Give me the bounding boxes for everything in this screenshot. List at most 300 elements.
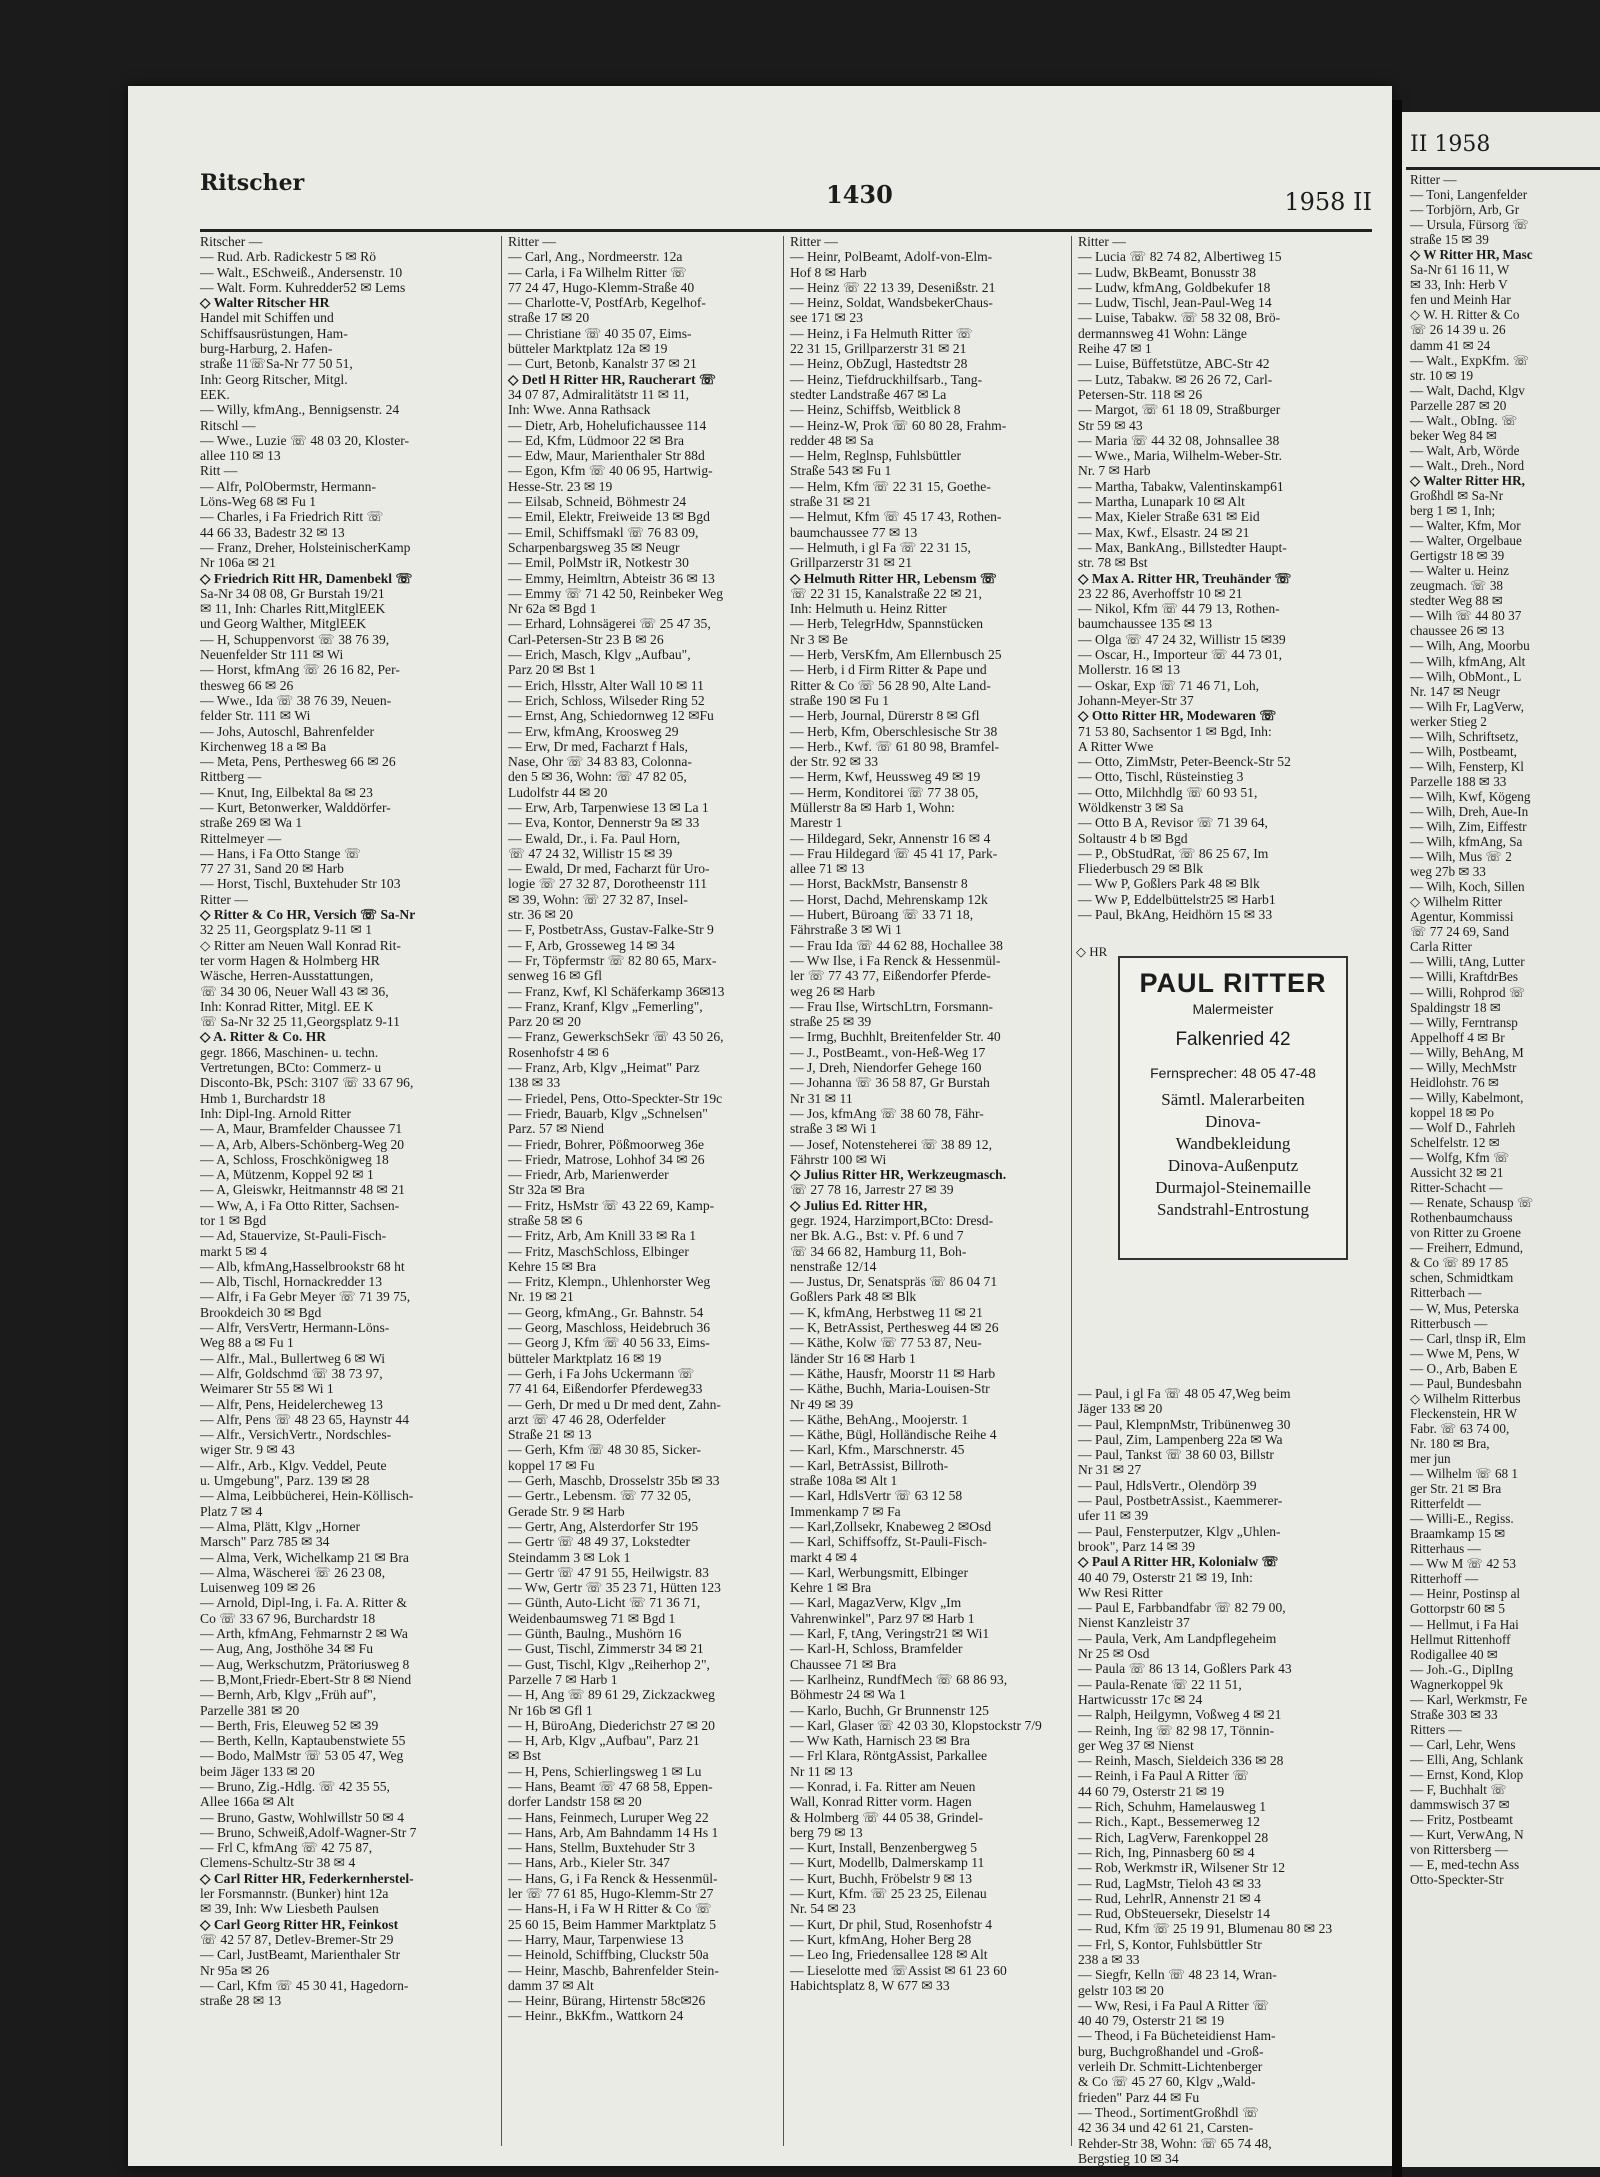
directory-entry-line: Ritter & Co ☏ 56 28 90, Alte Land-	[790, 677, 991, 693]
directory-entry-line: — Reinh, Ing ☏ 82 98 17, Tönnin-	[1078, 1722, 1275, 1738]
directory-entry-line: — Hans, Arb, Am Bahndamm 14 Hs 1	[508, 1824, 719, 1840]
directory-entry-line: str. 10 ✉ 19	[1410, 367, 1474, 383]
directory-entry-line: — Lutz, Tabakw. ✉ 26 26 72, Carl-	[1078, 371, 1273, 387]
directory-entry-line: 77 27 31, Sand 20 ✉ Harb	[200, 861, 344, 877]
directory-entry-line: Parzelle 7 ✉ Harb 1	[508, 1671, 618, 1687]
directory-entry-line: Ritterbusch —	[1410, 1315, 1488, 1331]
directory-entry-line: & Co ☏ 89 17 85	[1410, 1255, 1509, 1271]
directory-entry-line: weg 27b ✉ 33	[1410, 864, 1486, 880]
directory-entry-line: — Hans, Feinmech, Luruper Weg 22	[508, 1809, 709, 1825]
advertisement-box	[1118, 956, 1348, 1260]
directory-entry-line: — Erhard, Lohnsägerei ☏ 25 47 35,	[508, 616, 711, 632]
directory-entry-line: — Karl,Zollsekr, Knabeweg 2 ✉Osd	[790, 1518, 992, 1534]
directory-entry-line: — Alma, Leibbücherei, Hein-Köllisch-	[200, 1488, 414, 1504]
directory-entry-line: Chaussee 71 ✉ Bra	[790, 1656, 897, 1672]
directory-entry-line: koppel 18 ✉ Po	[1410, 1104, 1494, 1120]
directory-entry-line: — Olga ☏ 47 24 32, Willistr 15 ✉39	[1078, 631, 1286, 647]
directory-entry-line: — Käthe, BehAng., Moojerstr. 1	[790, 1411, 969, 1427]
directory-entry-line: Petersen-Str. 118 ✉ 26	[1078, 386, 1203, 402]
directory-entry-line: felder Str. 111 ✉ Wi	[200, 708, 311, 724]
directory-entry-line: — Alfr, PolObermstr, Hermann-	[200, 478, 376, 494]
directory-entry-line: — Alb, kfmAng,Hasselbrookstr 68 ht	[200, 1258, 405, 1274]
directory-entry-line: Habichtsplatz 8, W 677 ✉ 33	[790, 1977, 950, 1993]
directory-entry-line: — Walter, Orgelbaue	[1410, 533, 1522, 549]
directory-entry-line: — Ww M ☏ 42 53	[1410, 1556, 1516, 1572]
directory-entry-line: markt 5 ✉ 4	[200, 1243, 267, 1259]
directory-entry-line: Hmb 1, Burchardstr 18	[200, 1090, 326, 1106]
directory-entry-line: — Theod., SortimentGroßhdl ☏	[1078, 2104, 1259, 2120]
directory-entry-line: 22 31 15, Grillparzerstr 31 ✉ 21	[790, 341, 967, 357]
directory-entry-line: Ritterhoff —	[1410, 1571, 1479, 1587]
directory-entry-line: Rehder-Str 38, Wohn: ☏ 65 74 48,	[1078, 2135, 1272, 2151]
directory-entry-line: Co ☏ 33 67 96, Burchardstr 18	[200, 1610, 376, 1626]
directory-entry-line: Ritterbach —	[1410, 1285, 1482, 1301]
directory-entry-line: Ritschl —	[200, 417, 256, 433]
directory-entry-line: ◇ Max A. Ritter HR, Treuhänder ☏	[1078, 570, 1292, 586]
directory-entry-line: Hof 8 ✉ Harb	[790, 264, 867, 280]
directory-entry-line: — Alfr, Pens ☏ 48 23 65, Haynstr 44	[200, 1411, 410, 1427]
directory-entry-line: — Wilh, Fensterp, Kl	[1410, 758, 1524, 774]
directory-entry-line: Müllerstr 8a ✉ Harb 1, Wohn:	[790, 799, 955, 815]
directory-entry-line: — Alfr., Arb., Klgv. Veddel, Peute	[200, 1457, 387, 1473]
directory-entry-line: — Alma, Plätt, Klgv „Horner	[200, 1518, 361, 1534]
directory-entry-line: — Erw, kfmAng, Kroosweg 29	[508, 723, 679, 739]
directory-entry-line: ler ☏ 77 43 77, Eißendorfer Pferde-	[790, 968, 991, 984]
directory-entry-line: — H, Pens, Schierlingsweg 1 ✉ Lu	[508, 1763, 702, 1779]
directory-entry-line: — Hans, Arb., Kieler Str. 347	[508, 1855, 670, 1871]
directory-entry-line: stedter Weg 88 ✉	[1410, 593, 1503, 609]
ad-name: PAUL RITTER	[1139, 968, 1327, 998]
ad-trade: Malermeister	[1192, 1001, 1274, 1017]
directory-entry-line: — Wwe., Maria, Wilhelm-Weber-Str.	[1078, 448, 1283, 464]
directory-entry-line: — Martha, Lunapark 10 ✉ Alt	[1078, 494, 1245, 510]
directory-entry-line: 23 22 86, Averhoffstr 10 ✉ 21	[1078, 585, 1243, 601]
directory-entry-line: & Holmberg ☏ 44 05 38, Grindel-	[790, 1809, 984, 1825]
directory-entry-line: — Willi, KraftdrBes	[1410, 969, 1519, 985]
directory-entry-line: Böhmestr 24 ✉ Wa 1	[790, 1687, 906, 1703]
directory-entry-line: Wall, Konrad Ritter vorm. Hagen	[790, 1794, 972, 1810]
directory-entry-line: — Günth, Baulng., Mushörn 16	[508, 1626, 682, 1642]
directory-entry-line: — Georg, kfmAng., Gr. Bahnstr. 54	[508, 1304, 704, 1320]
directory-entry-line: — Paul, Tankst ☏ 38 60 03, Billstr	[1078, 1447, 1274, 1463]
directory-entry-line: — Paula, Verk, Am Landpflegeheim	[1078, 1630, 1277, 1646]
directory-entry-line: — Freiherr, Edmund,	[1410, 1240, 1524, 1256]
directory-entry-line: — Wilh, kfmAng, Sa	[1410, 834, 1523, 850]
directory-entry-line: A Ritter Wwe	[1078, 738, 1154, 754]
directory-entry-line: ◇ Ritter & Co HR, Versich ☏ Sa-Nr	[200, 907, 416, 923]
directory-entry-line: Otto-Speckter-Str	[1410, 1872, 1504, 1888]
directory-entry-line: Spaldingstr 18 ✉	[1410, 999, 1501, 1015]
directory-entry-line: Straße 303 ✉ 33	[1410, 1706, 1498, 1722]
directory-entry-line: — Lieselotte med ☏Assist ✉ 61 23 60	[790, 1962, 1007, 1978]
directory-entry-line: Ritterfeldt —	[1410, 1496, 1481, 1512]
directory-entry-line: 34 07 87, Admiralitätstr 11 ✉ 11,	[508, 386, 690, 402]
directory-entry-line: — Carl, Lehr, Wens	[1410, 1736, 1516, 1752]
directory-entry-line: — A, Mützenm, Koppel 92 ✉ 1	[200, 1167, 374, 1183]
directory-entry-line: — Willy, MechMstr	[1410, 1059, 1517, 1075]
directory-entry-line: Rittelmeyer —	[200, 830, 282, 846]
directory-entry-line: & Co ☏ 45 27 60, Klgv „Wald-	[1078, 2074, 1256, 2090]
directory-entry-line: — Hans, Beamt ☏ 47 68 58, Eppen-	[508, 1778, 713, 1794]
directory-entry-line: — Karl, Schiffsoffz, St-Pauli-Fisch-	[790, 1534, 987, 1550]
directory-entry-line: — Karl, F, tAng, Veringstr21 ✉ Wi1	[790, 1626, 990, 1642]
directory-entry-line: Nr 11 ✉ 13	[790, 1763, 853, 1779]
directory-entry-line: Ritter —	[508, 234, 556, 249]
directory-entry-line: — Max, Kieler Straße 631 ✉ Eid	[1078, 509, 1260, 525]
directory-entry-line: — Heinz, ObZugl, Hastedtstr 28	[790, 356, 968, 372]
directory-entry-line: Ritscher —	[200, 234, 263, 249]
directory-entry-line: — Paul E, Farbbandfabr ☏ 82 79 00,	[1078, 1600, 1286, 1616]
right-page-rule	[1406, 167, 1600, 170]
directory-entry-line: — Carl, Kfm ☏ 45 30 41, Hagedorn-	[200, 1977, 409, 1993]
directory-entry-line: — Herb, Journal, Dürerstr 8 ✉ Gfl	[790, 708, 980, 724]
directory-entry-line: Mollerstr. 16 ✉ 13	[1078, 662, 1181, 678]
directory-entry-line: ler ☏ 77 61 85, Hugo-Klemm-Str 27	[508, 1886, 714, 1902]
directory-entry-line: Immenkamp 7 ✉ Fa	[790, 1503, 901, 1519]
directory-entry-line: — Rud, LehrlR, Annenstr 21 ✉ 4	[1078, 1890, 1261, 1906]
directory-entry-line: 25 60 15, Beim Hammer Marktplatz 5	[508, 1916, 717, 1932]
directory-entry-line: Gertigstr 18 ✉ 39	[1410, 548, 1505, 564]
directory-entry-line: — Franz, Dreher, HolsteinischerKamp	[200, 539, 411, 555]
directory-entry-line: der Str. 92 ✉ 33	[790, 754, 879, 770]
directory-entry-line: — Willy, Kabelmont,	[1410, 1089, 1524, 1105]
directory-entry-line: ☏ 42 57 87, Detlev-Bremer-Str 29	[200, 1931, 394, 1947]
directory-entry-line: Vahrenwinkel", Parz 97 ✉ Harb 1	[790, 1610, 975, 1626]
directory-entry-line: — Ww P, Eddelbüttelstr25 ✉ Harb1	[1078, 891, 1276, 907]
directory-entry-line: — Johs, Autoschl, Bahrenfelder	[200, 723, 375, 739]
directory-entry-line: — Justus, Dr, Senatspräs ☏ 86 04 71	[790, 1274, 998, 1290]
directory-entry-line: Fleckenstein, HR W	[1410, 1405, 1518, 1421]
directory-entry-line: markt 4 ✉ 4	[790, 1549, 857, 1565]
directory-entry-line: straße 58 ✉ 6	[508, 1213, 583, 1228]
directory-entry-line: ◇ Walter Ritscher HR	[200, 295, 330, 311]
directory-entry-line: — Arnold, Dipl-Ing, i. Fa. A. Ritter &	[200, 1595, 407, 1611]
directory-entry-line: ter vorm Hagen & Holmberg HR	[200, 952, 380, 968]
directory-entry-line: — Alfr., VersichVertr., Nordschles-	[200, 1427, 392, 1443]
directory-entry-line: str. 36 ✉ 20	[508, 907, 574, 923]
directory-entry-line: straße 17 ✉ 20	[508, 310, 590, 326]
directory-entry-line: — Frl, S, Kontor, Fuhlsbüttler Str	[1078, 1936, 1262, 1952]
directory-entry-line: — K, BetrAssist, Perthesweg 44 ✉ 26	[790, 1320, 999, 1336]
directory-entry-line: ◇ Helmuth Ritter HR, Lebensm ☏	[790, 570, 997, 586]
directory-entry-line: Gottorpstr 60 ✉ 5	[1410, 1601, 1505, 1617]
directory-entry-line: — Paul, Zim, Lampenberg 22a ✉ Wa	[1078, 1431, 1283, 1447]
directory-entry-line: — Herb, i d Firm Ritter & Pape und	[790, 662, 987, 678]
directory-entry-line: — Siegfr, Kelln ☏ 48 23 14, Wran-	[1078, 1967, 1277, 1983]
directory-entry-line: — Friedr, Arb, Marienwerder	[508, 1167, 669, 1183]
directory-entry-line: — Herb, TelegrHdw, Spannstücken	[790, 616, 984, 632]
directory-entry-line: — Alfr, Pens, Heidelercheweg 13	[200, 1396, 383, 1412]
directory-entry-line: — Paula-Renate ☏ 22 11 51,	[1078, 1676, 1242, 1692]
directory-entry-line: — Paul, Bundesbahn	[1410, 1375, 1522, 1391]
directory-entry-line: — Ernst, Kond, Klop	[1410, 1766, 1524, 1782]
directory-entry-line: — H, Schuppenvorst ☏ 38 76 39,	[200, 631, 390, 647]
directory-entry-line: — Paul, BkAng, Heidhörn 15 ✉ 33	[1078, 907, 1273, 923]
directory-entry-line: — Wilh, Kwf, Kögeng	[1410, 788, 1531, 804]
directory-entry-line: — F, Buchhalt ☏	[1410, 1782, 1507, 1798]
directory-entry-line: — Lucia ☏ 82 74 82, Albertiweg 15	[1078, 249, 1282, 265]
directory-entry-line: Nr. 19 ✉ 21	[508, 1289, 574, 1305]
directory-entry-line: 40 40 79, Osterstr 21 ✉ 19	[1078, 2013, 1225, 2029]
directory-entry-line: 44 60 79, Osterstr 21 ✉ 19	[1078, 1783, 1225, 1799]
directory-entry-line: — Theod, i Fa Bücheteidienst Ham-	[1078, 2028, 1276, 2044]
directory-entry-line: — Rich, Ing, Pinnasberg 60 ✉ 4	[1078, 1844, 1255, 1860]
directory-entry-line: straße 28 ✉ 13	[200, 1993, 282, 2009]
directory-entry-line: — Frau Hildegard ☏ 45 41 17, Park-	[790, 845, 998, 861]
directory-entry-line: — Käthe, Buchh, Maria-Louisen-Str	[790, 1381, 990, 1397]
directory-entry-line: — Ludw, BkBeamt, Bonusstr 38	[1078, 264, 1257, 280]
directory-entry-line: — Kurt, Dr phil, Stud, Rosenhofstr 4	[790, 1916, 993, 1932]
directory-entry-line: — Reinh, Masch, Sieldeich 336 ✉ 28	[1078, 1753, 1284, 1769]
directory-entry-line: EEK.	[200, 386, 230, 402]
directory-entry-line: straße 31 ✉ 21	[790, 494, 872, 510]
directory-entry-line: Appelhoff 4 ✉ Br	[1410, 1029, 1505, 1045]
directory-entry-line: — Wilh ☏ 44 80 37	[1410, 608, 1522, 624]
directory-entry-line: Hellmut Rittenhoff	[1410, 1631, 1511, 1647]
directory-entry-line: — Karl-H, Schloss, Bramfelder	[790, 1641, 963, 1657]
directory-entry-line: — Paul, KlempnMstr, Tribünenweg 30	[1078, 1416, 1291, 1432]
directory-entry-line: — Paul, Fensterputzer, Klgv „Uhlen-	[1078, 1523, 1281, 1539]
directory-entry-line: Soltaustr 4 b ✉ Bgd	[1078, 830, 1188, 846]
directory-entry-line: — Martha, Tabakw, Valentinskamp61	[1078, 478, 1284, 494]
directory-entry-line: — Karl, Werkmstr, Fe	[1410, 1691, 1528, 1707]
directory-entry-line: nenstraße 12/14	[790, 1258, 877, 1274]
directory-entry-line: — Alfr, Goldschmd ☏ 38 73 97,	[200, 1365, 383, 1381]
directory-entry-line: arzt ☏ 47 46 28, Oderfelder	[508, 1411, 666, 1427]
directory-entry-line: Ritterhaus —	[1410, 1541, 1481, 1557]
column-divider	[501, 236, 502, 2146]
directory-entry-line: — Heinr, PolBeamt, Adolf-von-Elm-	[790, 249, 993, 265]
directory-entry-line: 138 ✉ 33	[508, 1075, 561, 1091]
directory-entry-line: allee 71 ✉ 13	[790, 861, 865, 877]
directory-entry-line: wiger Str. 9 ✉ 43	[200, 1442, 295, 1458]
directory-entry-line: ger Str. 21 ✉ Bra	[1410, 1481, 1502, 1497]
directory-entry-line: burg, Buchgroßhandel und -Groß-	[1078, 2043, 1264, 2059]
directory-entry-line: — Georg, Maschloss, Heidebruch 36	[508, 1320, 711, 1336]
directory-entry-line: Neuenfelder Str 111 ✉ Wi	[200, 647, 344, 663]
directory-entry-line: — Ewald, Dr., i. Fa. Paul Horn,	[508, 830, 681, 846]
directory-entry-line: burg-Harburg, 2. Hafen-	[200, 341, 333, 357]
directory-entry-line: — Willi-E., Regiss.	[1410, 1511, 1514, 1527]
directory-entry-line: — Käthe, Kolw ☏ 77 53 87, Neu-	[790, 1335, 982, 1351]
directory-entry-line: Nr 25 ✉ Osd	[1078, 1646, 1150, 1662]
directory-entry-line: Gerade Str. 9 ✉ Harb	[508, 1503, 625, 1519]
directory-entry-line: — Frl Klara, RöntgAssist, Parkallee	[790, 1748, 988, 1764]
directory-entry-line: Ritt —	[200, 463, 238, 479]
directory-entry-line: — Wilhelm ☏ 68 1	[1410, 1466, 1519, 1482]
directory-entry-line: Goßlers Park 48 ✉ Blk	[790, 1289, 917, 1305]
directory-entry-line: thesweg 66 ✉ 26	[200, 677, 294, 693]
directory-entry-line: — Fritz, Klempn., Uhlenhorster Weg	[508, 1274, 711, 1290]
directory-entry-line: — Erw, Dr med, Facharzt f Hals,	[508, 738, 688, 754]
directory-entry-line: — Karl, Werbungsmitt, Elbinger	[790, 1564, 968, 1580]
directory-entry-line: — Rich., Kapt., Bessemerweg 12	[1078, 1814, 1260, 1830]
directory-entry-line: — Gerh, Dr med u Dr med dent, Zahn-	[508, 1396, 721, 1412]
directory-entry-line: — Frl C, kfmAng ☏ 42 75 87,	[200, 1840, 373, 1856]
directory-entry-line: Ritter —	[200, 891, 248, 907]
directory-entry-line: beim Jäger 133 ✉ 20	[200, 1763, 315, 1779]
directory-entry-line: Rothenbaumchauss	[1410, 1210, 1513, 1226]
directory-entry-line: — Horst, Tischl, Buxtehuder Str 103	[200, 876, 401, 892]
directory-entry-line: Kehre 1 ✉ Bra	[790, 1580, 872, 1596]
directory-entry-line: allee 110 ✉ 13	[200, 448, 281, 464]
directory-entry-line: — Hellmut, i Fa Hai	[1410, 1616, 1519, 1632]
directory-entry-line: — Max, BankAng., Billstedter Haupt-	[1078, 539, 1287, 555]
directory-entry-line: — Walter, Kfm, Mor	[1410, 518, 1521, 534]
directory-entry-line: — Paul, i gl Fa ☏ 48 05 47,Weg beim	[1078, 1386, 1291, 1401]
directory-entry-line: Scharpenbargsweg 35 ✉ Neugr	[508, 539, 680, 555]
directory-entry-line: — Heinold, Schiffbing, Cluckstr 50a	[508, 1947, 709, 1963]
ad-service-line: Durmajol-Steinemaille	[1155, 1178, 1311, 1197]
directory-entry-line: Nr 106a ✉ 21	[200, 555, 276, 571]
directory-entry-line: — Fritz, HsMstr ☏ 43 22 69, Kamp-	[508, 1197, 715, 1213]
directory-entry-line: Sa-Nr 61 16 11, W	[1410, 262, 1510, 278]
directory-entry-line: — Heinz, Soldat, WandsbekerChaus-	[790, 295, 993, 311]
directory-entry-line: Disconto-Bk, PSch: 3107 ☏ 33 67 96,	[200, 1075, 414, 1091]
directory-entry-line: von Ritter zu Groene	[1410, 1225, 1521, 1241]
directory-entry-line: Ritter —	[1078, 234, 1126, 249]
directory-entry-line: 44 66 33, Badestr 32 ✉ 13	[200, 524, 345, 540]
directory-entry-line: ler Forsmannstr. (Bunker) hint 12a	[200, 1886, 389, 1902]
directory-entry-line: — Friedr, Bohrer, Pößmoorweg 36e	[508, 1136, 704, 1152]
directory-entry-line: — Maria ☏ 44 32 08, Johnsallee 38	[1078, 432, 1280, 448]
directory-entry-line: — Wolf D., Fahrleh	[1410, 1119, 1516, 1135]
directory-entry-line: Ritter-Schacht —	[1410, 1180, 1503, 1196]
book-gutter	[1392, 100, 1402, 2177]
directory-entry-line: — Horst, kfmAng ☏ 26 16 82, Per-	[200, 662, 400, 678]
directory-entry-line: werker Stieg 2	[1410, 713, 1487, 729]
directory-entry-line: ☏ 34 66 82, Hamburg 11, Boh-	[790, 1243, 967, 1259]
directory-entry-line: Hartwicusstr 17c ✉ 24	[1078, 1691, 1203, 1707]
directory-entry-line: bütteler Marktplatz 12a ✉ 19	[508, 341, 668, 357]
directory-entry-line: Str 59 ✉ 43	[1078, 417, 1143, 433]
directory-entry-line: — Joh.-G., DiplIng	[1410, 1661, 1513, 1677]
directory-entry-line: — Heinr, Bürang, Hirtenstr 58c✉26	[508, 1993, 706, 2009]
directory-entry-line: — Alfr, VersVertr, Hermann-Löns-	[200, 1320, 390, 1336]
directory-entry-line: — Karl, HdlsVertr ☏ 63 12 58	[790, 1488, 963, 1504]
directory-entry-line: — Ludw, kfmAng, Goldbekufer 18	[1078, 279, 1271, 295]
directory-entry-line: — Wilh, Schriftsetz,	[1410, 728, 1519, 744]
directory-entry-line: — Heinz, Schiffsb, Weitblick 8	[790, 402, 961, 418]
directory-entry-line: — Gertr, Ang, Alsterdorfer Str 195	[508, 1518, 699, 1534]
directory-entry-line: berg 79 ✉ 13	[790, 1824, 863, 1840]
directory-entry-line: Agentur, Kommissi	[1410, 909, 1514, 925]
directory-entry-line: Marestr 1	[790, 815, 843, 831]
directory-entry-line: — Ad, Stauervize, St-Pauli-Fisch-	[200, 1228, 387, 1244]
directory-entry-line: — Heinr, Postinsp al	[1410, 1586, 1521, 1602]
directory-entry-line: — Georg J, Kfm ☏ 40 56 33, Eims-	[508, 1335, 710, 1351]
directory-entry-line: straße 269 ✉ Wa 1	[200, 815, 303, 831]
directory-entry-line: ✉ 33, Inh: Herb V	[1410, 277, 1508, 293]
directory-entry-line: — Emmy ☏ 71 42 50, Reinbeker Weg	[508, 585, 723, 601]
directory-entry-line: — Günth, Auto-Licht ☏ 71 36 71,	[508, 1595, 701, 1611]
directory-entry-line: — Ww Kath, Harnisch 23 ✉ Bra	[790, 1733, 970, 1749]
directory-entry-line: Wäsche, Herren-Ausstattungen,	[200, 968, 374, 984]
directory-entry-line: 71 53 80, Sachsentor 1 ✉ Bgd, Inh:	[1078, 723, 1272, 739]
directory-entry-line: — Erich, Masch, Klgv „Aufbau",	[508, 647, 691, 663]
directory-entry-line: Straße 21 ✉ 13	[508, 1427, 592, 1443]
directory-entry-line: — Gertr ☏ 48 49 37, Lokstedter	[508, 1534, 690, 1550]
directory-entry-line: — Ernst, Ang, Schiedornweg 12 ✉Fu	[508, 708, 714, 724]
directory-entry-line: ☏ 77 24 69, Sand	[1410, 924, 1509, 940]
directory-entry-line: — Bernh, Arb, Klgv „Früh auf",	[200, 1687, 377, 1703]
directory-entry-line: Rodigallee 40 ✉	[1410, 1646, 1498, 1662]
directory-entry-line: straße 108a ✉ Alt 1	[790, 1473, 898, 1489]
directory-entry-line: — Willy, kfmAng., Bennigsenstr. 24	[200, 402, 400, 418]
directory-entry-line: Großhdl ✉ Sa-Nr	[1410, 487, 1504, 503]
directory-entry-line: Jäger 133 ✉ 20	[1078, 1401, 1163, 1417]
directory-entry-line: — Karl, BetrAssist, Billroth-	[790, 1457, 949, 1473]
directory-entry-line: str. 78 ✉ Bst	[1078, 555, 1148, 571]
directory-column-4	[1078, 234, 1374, 934]
directory-entry-line: — Berth, Kelln, Kaptaubenstwiete 55	[200, 1733, 406, 1749]
right-page	[1402, 112, 1600, 2167]
directory-entry-line: Handel mit Schiffen und	[200, 310, 334, 326]
directory-entry-line: Nr. 7 ✉ Harb	[1078, 463, 1151, 479]
directory-entry-line: ◇ Paul A Ritter HR, Kolonialw ☏	[1078, 1554, 1279, 1570]
directory-entry-line: — Charlotte-V, PostfArb, Kegelhof-	[508, 295, 706, 311]
directory-entry-line: — H, Ang ☏ 89 61 29, Zickzackweg	[508, 1687, 715, 1703]
ad-service-line: Dinova-	[1205, 1112, 1261, 1131]
directory-entry-line: Nienst Kanzleistr 37	[1078, 1615, 1190, 1631]
directory-entry-line: — Gerh, Maschb, Drosselstr 35b ✉ 33	[508, 1473, 720, 1489]
directory-entry-line: — Otto B A, Revisor ☏ 71 39 64,	[1078, 815, 1268, 831]
directory-entry-line: — Erich, Schloss, Wilseder Ring 52	[508, 692, 705, 708]
directory-entry-line: — Gerh, i Fa Johs Uckermann ☏	[508, 1365, 695, 1381]
directory-entry-line: ◇ Friedrich Ritt HR, Damenbekl ☏	[200, 570, 413, 586]
directory-entry-line: — Emil, Elektr, Freiweide 13 ✉ Bgd	[508, 509, 710, 525]
directory-entry-line: Parz 20 ✉ Bst 1	[508, 662, 596, 678]
directory-entry-line: ☏ 47 24 32, Willistr 15 ✉ 39	[508, 845, 673, 861]
ad-service-line: Sämtl. Malerarbeiten	[1161, 1090, 1305, 1109]
ad-service-line: Wandbekleidung	[1175, 1134, 1291, 1153]
directory-entry-line: — Kurt, Buchh, Fröbelstr 9 ✉ 13	[790, 1870, 973, 1886]
directory-entry-line: ◇ Detl H Ritter HR, Raucherart ☏	[508, 371, 717, 387]
directory-entry-line: Vertretungen, BCto: Commerz- u	[200, 1060, 382, 1076]
directory-entry-line: ◇ Wilhelm Ritter	[1410, 894, 1503, 910]
directory-entry-line: — Karl, Glaser ☏ 42 03 30, Klopstockstr 7/9	[790, 1717, 1042, 1733]
directory-entry-line: — Carla, i Fa Wilhelm Ritter ☏	[508, 264, 687, 280]
directory-column-2	[508, 234, 800, 2144]
directory-entry-line: Sa-Nr 34 08 08, Gr Burstah 19/21	[200, 585, 385, 601]
directory-entry-line: — Kurt, Betonwerker, Walddörfer-	[200, 799, 391, 815]
directory-entry-line: ◇ Walter Ritter HR,	[1410, 472, 1525, 488]
directory-entry-line: — Carl, JustBeamt, Marienthaler Str	[200, 1947, 401, 1963]
directory-entry-line: Reihe 47 ✉ 1	[1078, 341, 1152, 357]
directory-entry-line: Weidenbaumsweg 71 ✉ Bgd 1	[508, 1610, 676, 1626]
directory-entry-line: — Torbjörn, Arb, Gr	[1410, 202, 1520, 218]
directory-entry-line: Nr 16b ✉ Gfl 1	[508, 1702, 593, 1718]
directory-entry-line: schen, Schmidtkam	[1410, 1270, 1514, 1286]
directory-entry-line: — Arth, kfmAng, Fehmarnstr 2 ✉ Wa	[200, 1626, 408, 1642]
directory-entry-line: und Georg Walther, MitglEEK	[200, 616, 367, 632]
directory-entry-line: — Fr, Töpfermstr ☏ 82 80 65, Marx-	[508, 952, 717, 968]
directory-entry-line: — Eva, Kontor, Dennerstr 9a ✉ 33	[508, 815, 700, 831]
directory-entry-line: — Franz, Kwf, Kl Schäferkamp 36✉13	[508, 983, 725, 999]
directory-entry-line: — Berth, Fris, Eleuweg 52 ✉ 39	[200, 1717, 379, 1733]
directory-entry-line: Weg 88 a ✉ Fu 1	[200, 1335, 294, 1351]
directory-entry-line: chaussee 26 ✉ 13	[1410, 623, 1505, 639]
directory-entry-line: Nr 3 ✉ Be	[790, 631, 848, 647]
directory-entry-line: — Josef, Notensteherei ☏ 38 89 12,	[790, 1136, 992, 1152]
directory-entry-line: — Luise, Büffetstütze, ABC-Str 42	[1078, 356, 1270, 372]
directory-entry-line: ner Bk. A.G., Bst: v. Pf. 6 und 7	[790, 1228, 964, 1244]
directory-entry-line: baumchaussee 135 ✉ 13	[1078, 616, 1213, 632]
directory-entry-line: — Gertr., Lebensm. ☏ 77 32 05,	[508, 1488, 692, 1504]
directory-entry-line: 42 36 34 und 42 61 21, Carsten-	[1078, 2120, 1254, 2136]
directory-entry-line: — Rud, Kfm ☏ 25 19 91, Blumenau 80 ✉ 23	[1078, 1921, 1333, 1937]
directory-entry-line: Nase, Ohr ☏ 34 83 83, Colonna-	[508, 754, 692, 770]
